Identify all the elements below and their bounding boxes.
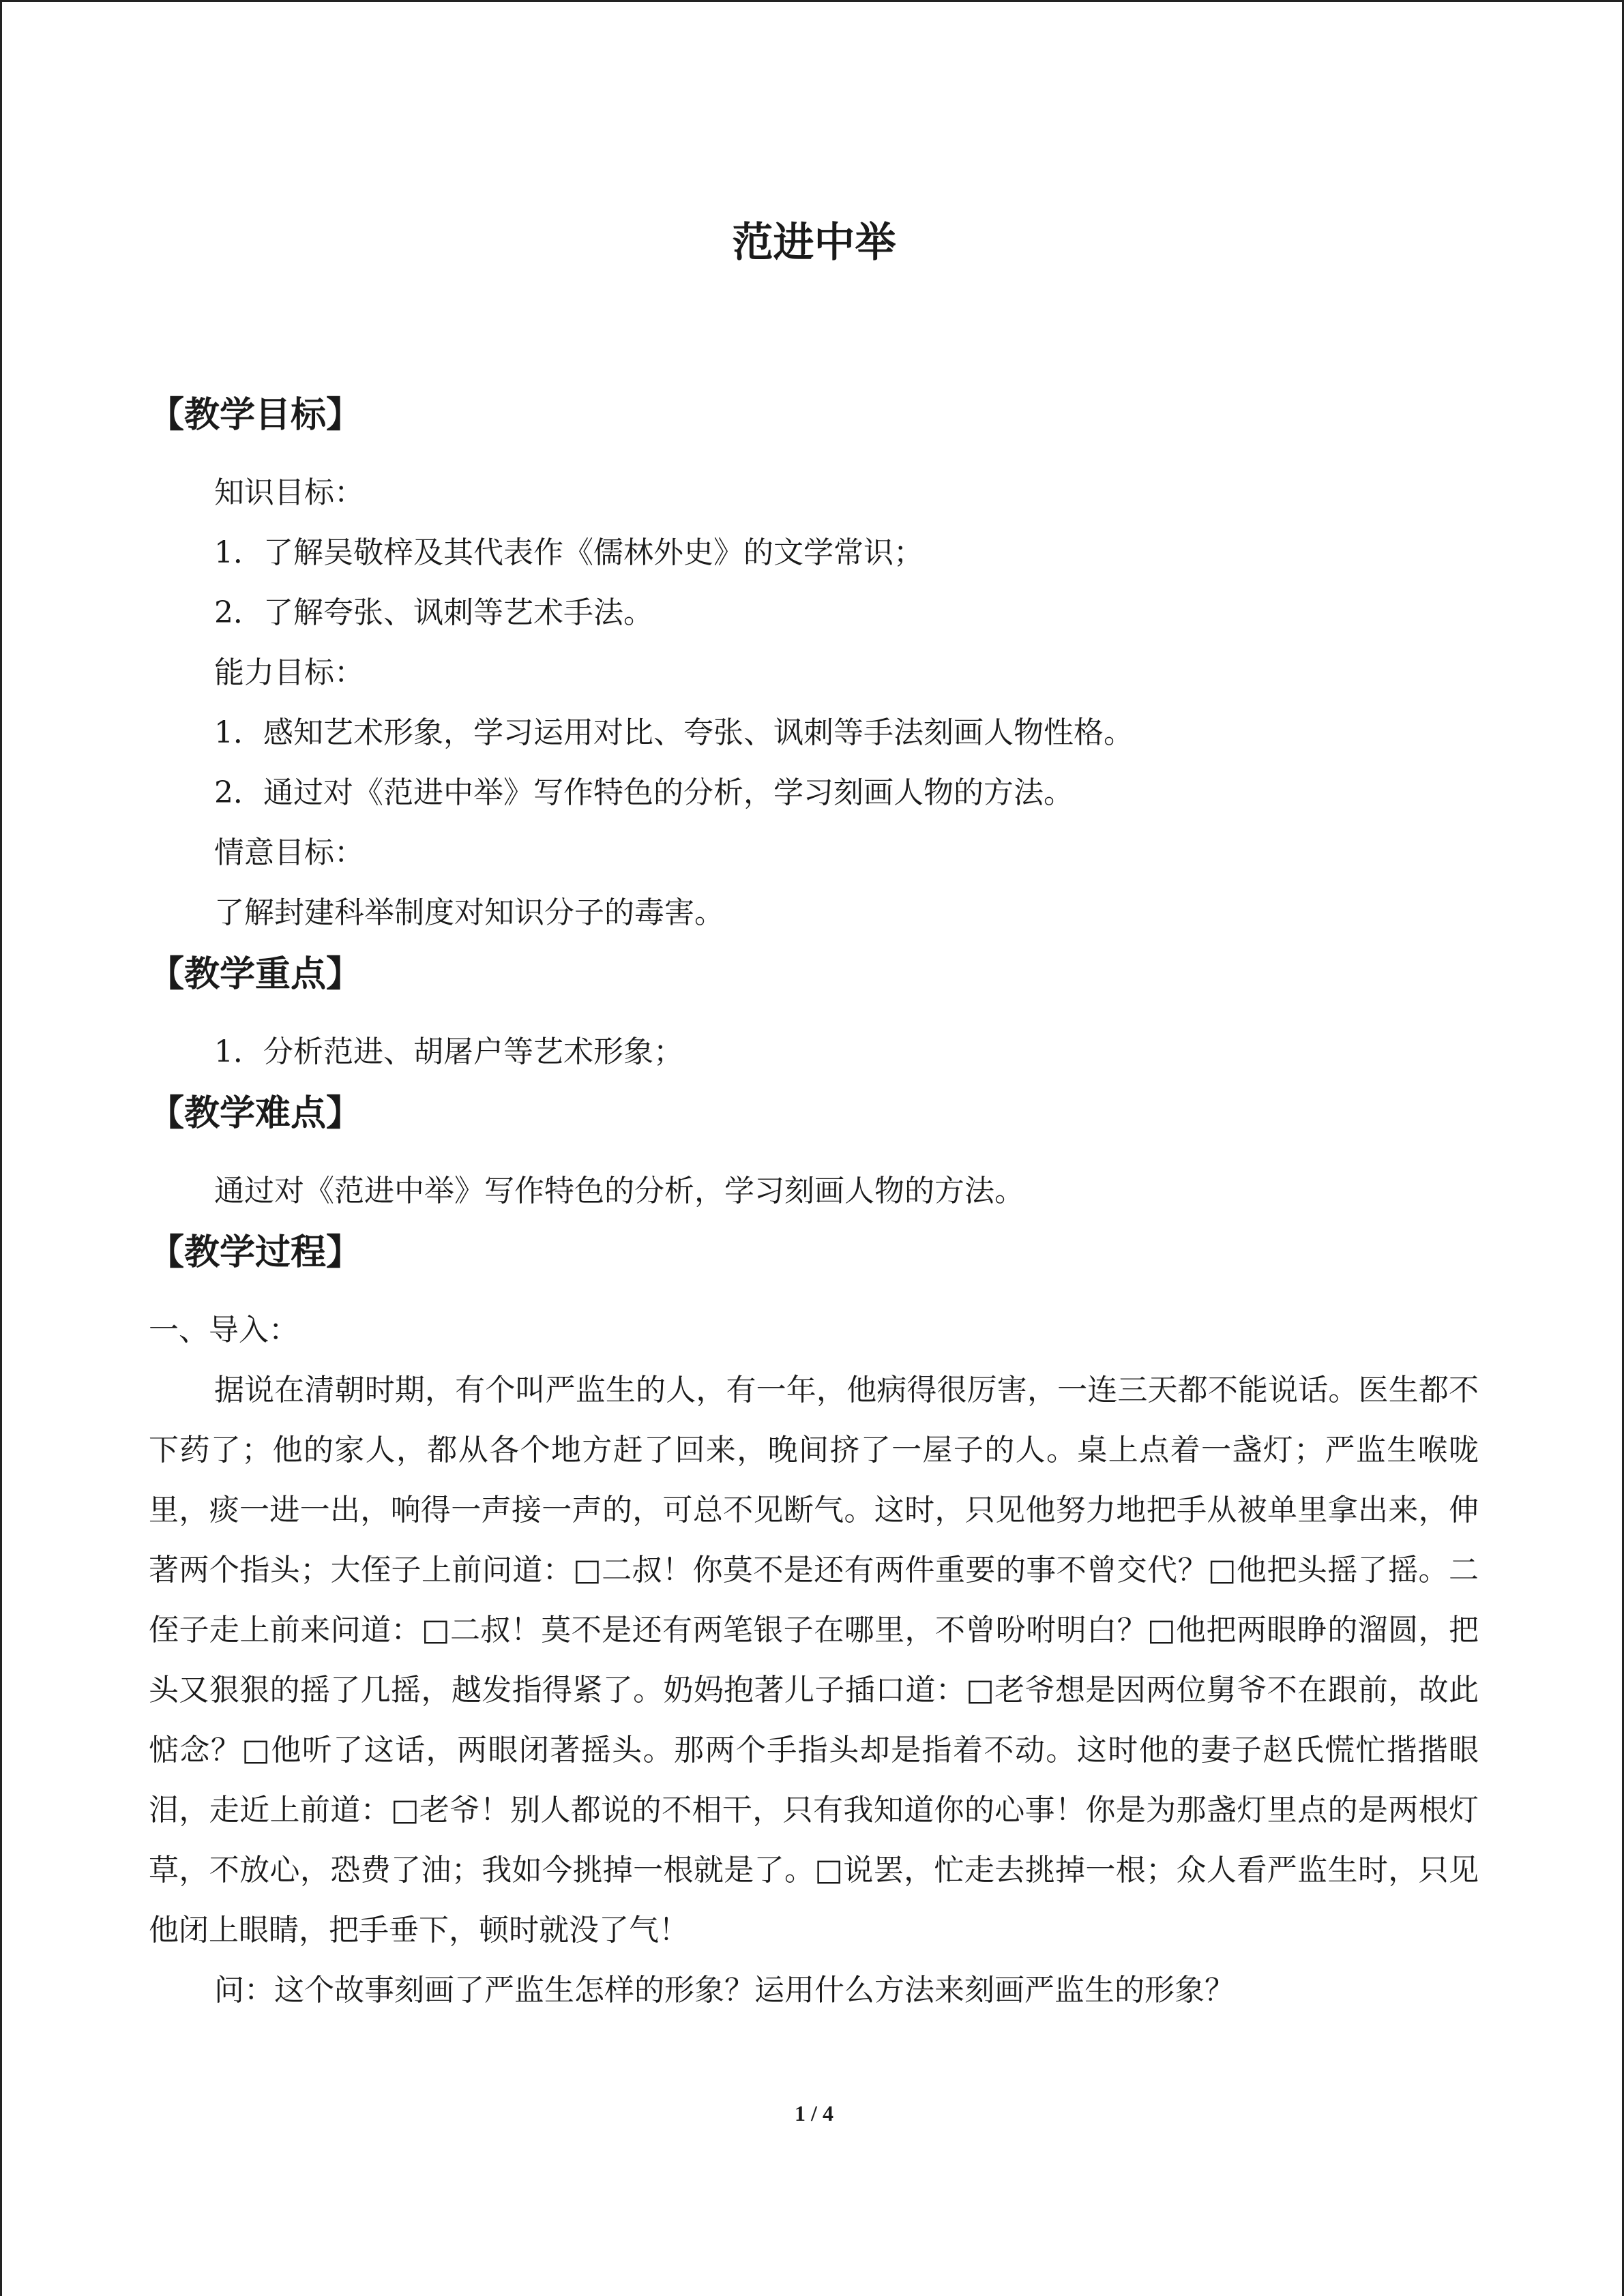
knowledge-goal-item-1: 1．了解吴敬梓及其代表作《儒林外史》的文学常识； (214, 535, 924, 570)
key-points-heading: 【教学重点】 (149, 954, 362, 995)
difficulty-item-1: 通过对《范进中举》写作特色的分析，学习刻画人物的方法。 (214, 1174, 1024, 1208)
ability-goal-item-1: 1．感知艺术形象，学习运用对比、夸张、讽刺等手法刻画人物性格。 (214, 715, 1134, 750)
story-question: 问：这个故事刻画了严监生怎样的形象？运用什么方法来刻画严监生的形象？ (214, 1973, 1235, 2008)
knowledge-goal-label: 知识目标： (214, 475, 364, 510)
story-paragraph: 据说在清朝时期，有个叫严监生的人，有一年，他病得很厉害，一连三天都不能说话。医生都不下药了；他的家人，都从各个地方赶了回来，晚间挤了一屋子的人。桌上点着一盏灯；严监生喉咙里，痰一进一出，响得一声接一声的，可总不见断气。这时，只见他努力地把手从被单里拿出来，伸著两个指头；大侄子上前问道：□二叔！你莫不是还有两件重要的事不曾交代？□他把头摇了摇。二侄子走上前来问道：□二叔！莫不是还有两笔银子在哪里，不曾吩咐明白？□他把两眼睁的溜圆，把头又狠狠的摇了几摇，越发指得紧了。奶妈抱著儿子插口道：□老爷想是因两位舅爷不在跟前，故此惦念？□他听了这话，两眼闭著摇头。那两个手指头却是指着不动。这时他的妻子赵氏慌忙揩揩眼泪，走近上前道：□老爷！别人都说的不相干，只有我知道你的心事！你是为那盏灯里点的是两根灯草，不放心，恐费了油；我如今挑掉一根就是了。□说罢，忙走去挑掉一根；众人看严监生时，只见他闭上眼睛，把手垂下，顿时就没了气！ (149, 1373, 1479, 1948)
page-number: 1 / 4 (795, 2101, 833, 2126)
document-body (149, 384, 1479, 2021)
knowledge-goal-item-2: 2．了解夸张、讽刺等艺术手法。 (214, 595, 653, 630)
goals-heading: 【教学目标】 (149, 395, 362, 436)
ability-goal-label: 能力目标： (214, 655, 364, 690)
document-title: 范进中举 (732, 219, 896, 267)
difficulties-heading: 【教学难点】 (149, 1093, 362, 1134)
emotion-goal-item-1: 了解封建科举制度对知识分子的毒害。 (214, 895, 724, 930)
emotion-goal-label: 情意目标： (214, 835, 364, 870)
ability-goal-item-2: 2．通过对《范进中举》写作特色的分析，学习刻画人物的方法。 (214, 775, 1074, 810)
key-point-item-1: 1．分析范进、胡屠户等艺术形象； (214, 1034, 683, 1069)
process-step-label: 一、导入： (149, 1313, 299, 1347)
process-heading: 【教学过程】 (149, 1232, 362, 1273)
